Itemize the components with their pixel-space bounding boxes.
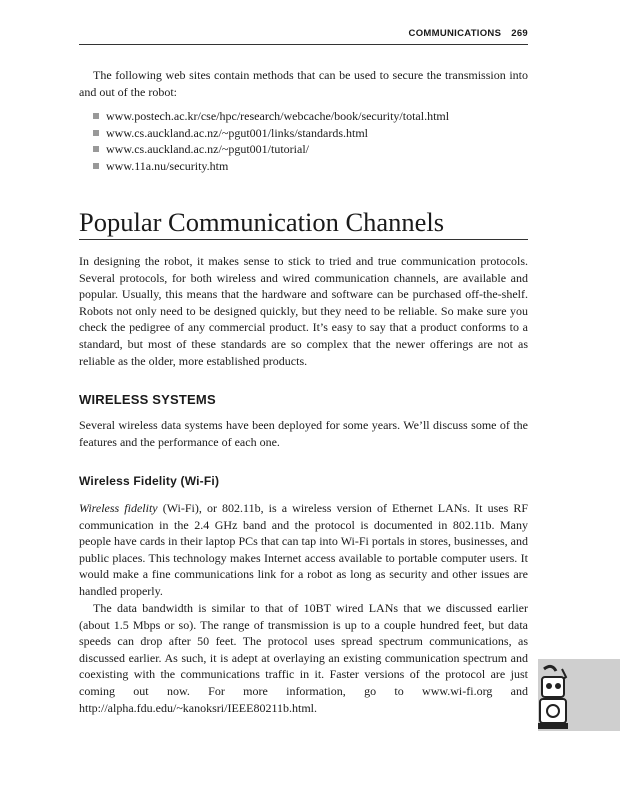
- wifi-paragraph-1-text: (Wi-Fi), or 802.11b, is a wireless version of Ethernet LANs. It uses RF communication in the 2.4 GHz band and the protocol is documented in 802.11b. Many people have cards in their laptop PCs that can tap into Wi-Fi portals in stores, businesses, and public places. This technology makes Internet access available to portable computer users. It would make a fine communications link for a robot as long as security and other issues are handled properly.: [79, 501, 528, 598]
- wifi-paragraph-1: [79, 500, 528, 600]
- square-bullet-icon: [93, 130, 99, 136]
- link-text: www.postech.ac.kr/cse/hpc/research/webcache/book/security/total.html: [106, 109, 450, 123]
- square-bullet-icon: [93, 113, 99, 119]
- list-item: [92, 158, 449, 175]
- subsection-title: WIRELESS SYSTEMS: [79, 392, 216, 407]
- chapter-title: COMMUNICATIONS: [408, 28, 502, 39]
- running-header: [79, 28, 528, 45]
- page-number: 269: [511, 28, 528, 39]
- section-title: Popular Communication Channels: [79, 206, 528, 240]
- list-item: [92, 141, 449, 158]
- wifi-term: Wireless fidelity: [79, 501, 158, 515]
- wifi-heading: Wireless Fidelity (Wi-Fi): [79, 474, 220, 488]
- list-item: [92, 108, 449, 125]
- link-text: www.11a.nu/security.htm: [106, 158, 229, 173]
- square-bullet-icon: [93, 146, 99, 152]
- list-item: [92, 125, 449, 142]
- section-paragraph: In designing the robot, it makes sense to stick to tried and true communication protocols. Several protocols, for both wireless and wired communication channels, are available and popular. Usually, this means that the hardware and software can be purchased off-the-shelf. Robots not only need to be designed quickly, but they need to be reliable. So make sure you check the pedigree of any commercial product. It’s easy to say that a product conforms to a standard, but most of these standards are so complex that the newer offerings are not as reliable as the older, more established products.: [79, 254, 528, 368]
- wifi-paragraph-2: The data bandwidth is similar to that of 10BT wired LANs that we discussed earlier (about 1.5 Mbps or so). The range of transmission is up to a couple hundred feet, but data speeds can drop after 50 feet. The protocol uses spread spectrum communications, as discussed earlier. As such, it is adept at overlaying an existing communication spectrum and coexisting with the communications traffic in it. Faster versions of the protocol are just coming out now. For more information, go to www.wi-fi.org and http://alpha.fdu.edu/~kanoksri/IEEE80211b.html.: [79, 601, 528, 715]
- robot-thumb-tab: [538, 659, 620, 731]
- security-links-list: [92, 108, 449, 174]
- robot-icon: [538, 659, 620, 731]
- link-text: www.cs.auckland.ac.nz/~pgut001/tutorial/: [106, 142, 309, 157]
- square-bullet-icon: [93, 163, 99, 169]
- intro-paragraph: The following web sites contain methods that can be used to secure the transmission into and out of the robot:: [79, 68, 528, 99]
- subsection-paragraph: Several wireless data systems have been deployed for some years. We’ll discuss some of the features and the performance of each one.: [79, 418, 528, 449]
- link-text: www.cs.auckland.ac.nz/~pgut001/links/standards.html: [106, 125, 368, 140]
